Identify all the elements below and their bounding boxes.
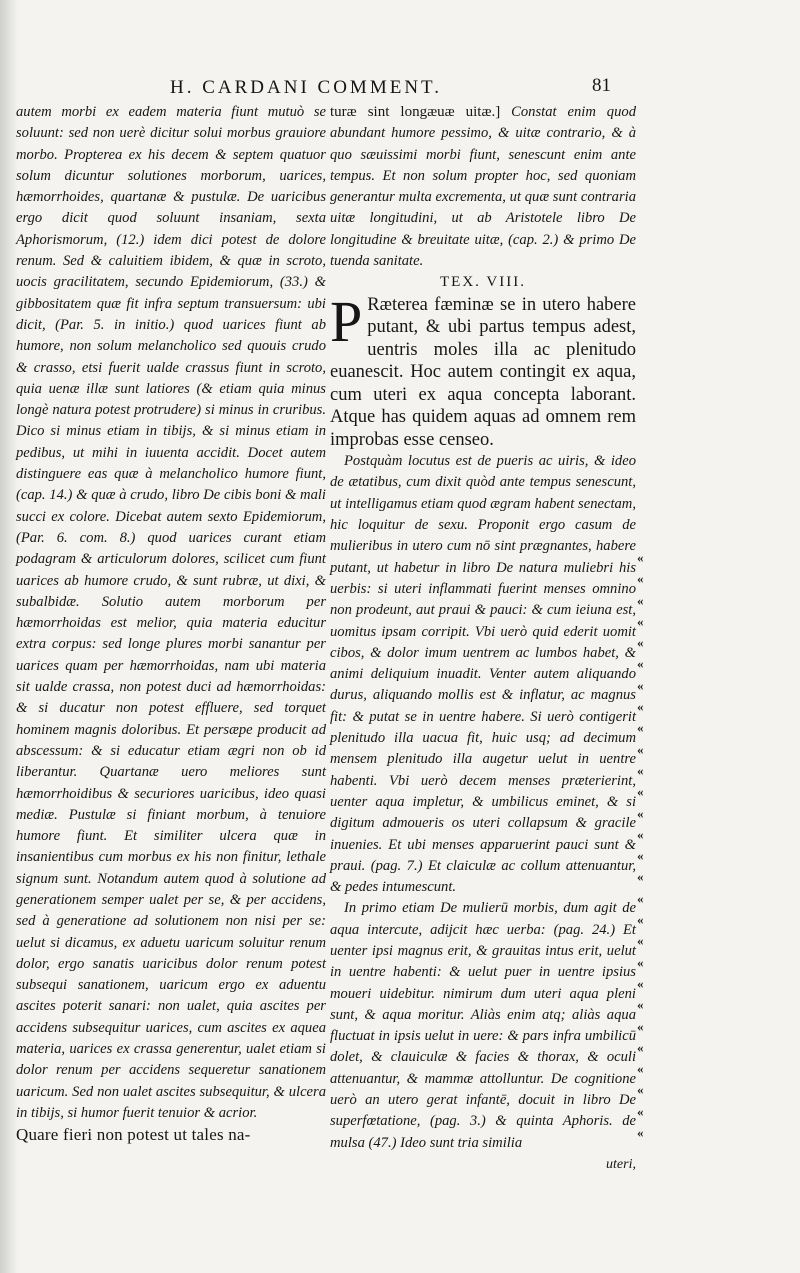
- commentary-paragraph-2: In primo etiam De mulierū morbis, dum agit de aqua intercute, adijcit hæc uerba: (pag. 24.) Et uenter ipsi magnus erit, & grauitas intus erit, uelut in uentre habenti: & uelut puer in uentre ipsius moueri uidebitur. nimirum dum uteri aqua pleni sunt, & aqua moritur. Aliàs enim atq; aliàs aqua fluctuat in ipsis uelut in uere: & pars infra umbilicū dolet, & clauiculæ & facies & thorax, & oculi attenuantur, & mammæ attolluntur. De cognitione uerò an utero gerat infantē, docuit in libro De superfœtatione, (pag. 3.) & quinta Aphoris. de mulsa (47.) Ideo sunt tria similia: [330, 900, 636, 1151]
- dropcap: P: [330, 288, 363, 354]
- margin-quote-mark: «: [637, 550, 644, 565]
- margin-quote-mark: «: [637, 1082, 644, 1098]
- running-title: H. CARDANI COMMENT.: [170, 77, 442, 98]
- margin-quote-mark: «: [637, 1039, 644, 1055]
- margin-quote-mark: «: [637, 869, 644, 885]
- margin-quote-mark: «: [637, 635, 644, 651]
- page-header: [0, 73, 800, 103]
- left-column: [16, 102, 326, 1146]
- margin-quote-mark: «: [637, 592, 644, 608]
- margin-quote-mark: «: [637, 826, 644, 842]
- margin-quote-mark: «: [637, 677, 644, 693]
- margin-quote-mark: «: [637, 1061, 644, 1077]
- margin-quote-mark: «: [637, 762, 644, 778]
- right-column: [330, 102, 636, 1175]
- left-commentary: autem morbi ex eadem materia fiunt mutuò se soluunt: sed non uerè dicitur solui morbus grauiore morbo. Propterea ex his decem & septem quatuor solum dicuntur solutiones morborum, uarices, hæmorrhoides, quartanæ & pustulæ. De uaricibus ergo dicit quod soluunt insaniam, sexta Aphorismorum, (12.) idem dici potest de dolore renum. Sed & caluitiem ibidem, & quæ in scroto, uocis gracilitatem, secundo Epidemiorum, (33.) & gibbositatem quæ fit infra septum transuersum: ubi dicit, (Par. 5. in initio.) quod uarices fiunt ab humore, non solum melancholico sed quouis crudo & crasso, etsi fuerit ualde crassus fiunt in scroto, quia uenæ illæ sunt latiores (& etiam quia minus longè natura potest protrudere) si minus in cruribus. Dico si minus etiam in tibijs, & si minus etiam in pedibus, ut mihi in iuuenta accidit. Docet autem distinguere eas quæ à melancholico humore fiunt, (cap. 14.) & quæ à crudo, libro De cibis boni & mali succi ex colore. Dicebat autem sexto Epidemiorum, (Par. 6. com. 8.) quod uarices curant etiam podagram & articulorum dolores, scilicet cum fiunt uarices ab humore crudo, & sunt rubræ, ut dixi, & subalbidæ. Solutio autem morborum per hæmorrhoidas est melior, quia materia educitur extra corpus: sed longe plures morbi sanantur per uarices quam per hæmorrhoidas, nam ubi materia sit ualde crassa, non potest duci ad hæmorrhoidas: & si ducatur non potest effluere, sed torquet hominem magnis doloribus. Et persæpe producit ad abscessum: & si educatur etiam ægri non ob id liberantur. Quartanæ uero meliores sunt hæmorrhoidibus & securiores uaricibus, ideo quasi mediæ. Pustulæ si finiant morbum, à tenuiore humore fiunt. Et similiter ulcera quæ in insanientibus cum morbus ex his non finitur, lethale signum sunt. Notandum autem quod à solutione ad generationem semper ualet per se, & per accidens, sed à generatione ad solutionem non nisi per se: uelut si dicamus, ex aduetu uaricum soluitur renum dolor, ergo sanatis uaricibus dolor renum potest subsequi sanationem, uaricum ergo ex aduentu ascites poterit sanari: non ualet, quia ascites per accidens subsequitur uarices, cum ascites ex aquea materia, uarices ex crassa generentur, ualet etiam si dolor renum per accidens sequeretur sanationem uaricum. Sed non ualet ascites subsequitur, & ulcera in tibijs, si humor fuerit tenuior & acrior.: [16, 104, 326, 1121]
- margin-quote-mark: «: [637, 954, 644, 970]
- margin-quote-mark: «: [637, 784, 644, 800]
- commentary-top-text: Constat enim quod abundant humore pessimo, & uitæ contrario, & à quo sæuissimi morbi fiunt, senescunt enim ante tempus. Et non solum propter hoc, sed quoniam generantur multa excrementa, ut quæ sunt contraria uitæ longitudini, ut ab Aristotele libro De longitudine & breuitate uitæ, (cap. 2.) & primo De tuenda sanitate.: [330, 104, 636, 270]
- margin-quote-mark: «: [637, 912, 644, 928]
- margin-quote-mark: «: [637, 933, 644, 949]
- margin-quote-mark: «: [637, 997, 644, 1013]
- margin-quote-mark: «: [637, 848, 644, 864]
- margin-quote-mark: «: [637, 720, 644, 736]
- margin-quote-mark: «: [637, 699, 644, 715]
- closing-lemma: Quare fieri non potest ut tales na-: [16, 1125, 251, 1145]
- margin-quote-mark: «: [637, 571, 644, 587]
- margin-quote-mark: «: [637, 975, 644, 991]
- page-number: 81: [592, 75, 611, 96]
- margin-quote-mark: «: [637, 1103, 644, 1119]
- margin-quote-mark: «: [637, 613, 644, 629]
- margin-quote-mark: «: [637, 1125, 644, 1141]
- margin-quote-mark: «: [637, 805, 644, 821]
- hippocrates-text: [330, 288, 636, 452]
- margin-quote-mark: «: [637, 656, 644, 672]
- commentary-paragraph-1: Postquàm locutus est de pueris ac uiris, & ideo de ætatibus, cum dixit quòd ante tempus senescunt, ut intelligamus etiam quod ægram habent senectam, hic loquitur de sexu. Proponit ergo casum de mulieribus in utero cum nō sint prægnantes, habere putant, ut habetur in libro De natura muliebri his uerbis: si uteri inflammati fuerint menses omnino non prodeunt, aut praui & pauci: & cum ieiuna est, uomitus ipsam corripit. Vbi uerò quid ederit uomit cibos, & dolor imum uentrem ac lumbos habet, & animi deliquium inuadit. Venter autem aliquando durus, aliquando mollis est & inflatur, ac magnus fit: & putat se in uentre habere. Si uerò contigerit plenitudo illa uacua fit, huic usq; ad decimum mensem plenitudo illa augetur uelut in uentre habenti. Vbi uerò decem menses præterierint, uenter aqua impletur, & umbilicus eminet, & si digitum admoueris os uteri collapsum & gracile inuenies. Et ubi menses apparuerint pauci sunt & praui. (pag. 7.) Et claiculæ ac collum attenuantur, & pedes intumescunt.: [330, 453, 636, 896]
- catchword: uteri,: [606, 1156, 636, 1172]
- margin-quote-mark: «: [637, 890, 644, 906]
- margin-quote-mark: «: [637, 1018, 644, 1034]
- margin-quote-marks: [637, 547, 655, 1143]
- tex-heading: TEX. VIII.: [440, 274, 526, 291]
- margin-quote-mark: «: [637, 741, 644, 757]
- hippocrates-text-body: Ræterea fæminæ se in utero habere putant, & ubi partus tempus adest, uentris moles illa ac plenitudo euanescit. Hoc autem contingit ex aqua, cum uteri ex aqua concepta laborant. Atque has quidem aquas ad omnem rem improbas esse censeo.: [330, 294, 636, 450]
- lemma-end: turæ sint longæuæ uitæ.]: [330, 104, 501, 120]
- commentary-top: [330, 102, 636, 272]
